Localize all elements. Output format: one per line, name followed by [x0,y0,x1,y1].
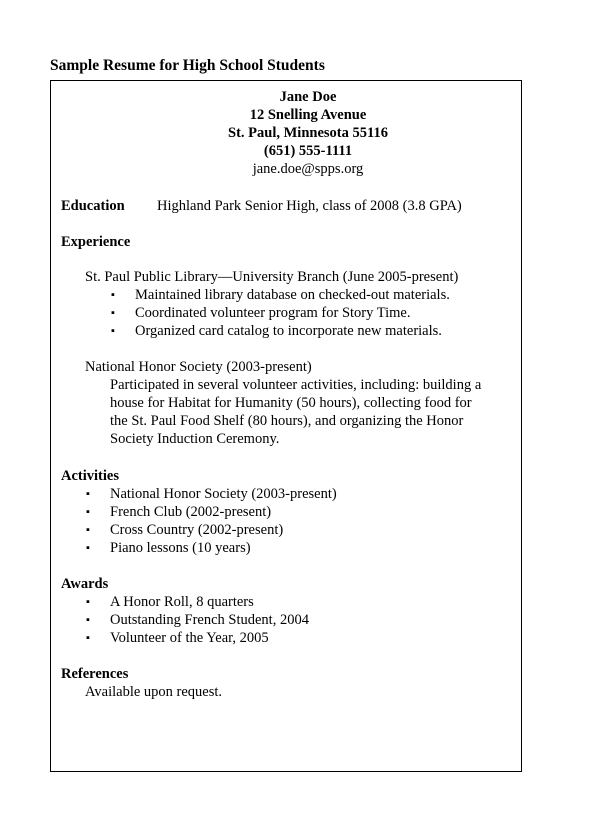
bullet-icon: ▪ [111,289,115,301]
bullet-icon: ▪ [86,632,90,644]
activities-heading: Activities [61,468,119,484]
bullet-icon: ▪ [86,596,90,608]
bullet-icon: ▪ [86,542,90,554]
references-heading: References [61,666,129,682]
contact-header [0,88,596,178]
education-heading: Education [61,198,125,214]
honor-society-description-line: the St. Paul Food Shelf (80 hours), and organizing the Honor [110,413,464,429]
education-text: Highland Park Senior High, class of 2008 (3.8 GPA) [157,198,462,214]
applicant-name: Jane Doe [279,89,337,105]
bullet-icon: ▪ [111,307,115,319]
bullet-icon: ▪ [86,614,90,626]
page-title: Sample Resume for High School Students [50,57,325,74]
job-title-honor-society: National Honor Society (2003-present) [85,359,312,375]
honor-society-description-line: house for Habitat for Humanity (50 hours), collecting food for [110,395,472,411]
city-state-zip: St. Paul, Minnesota 55116 [228,125,388,141]
experience-heading: Experience [61,234,131,250]
street-address: 12 Snelling Avenue [249,107,367,123]
references-text: Available upon request. [85,684,223,700]
bullet-icon: ▪ [86,524,90,536]
honor-society-description-line: Society Induction Ceremony. [110,431,280,447]
phone-number: (651) 555-1111 [263,143,353,159]
email-address: jane.doe@spps.org [252,161,364,177]
awards-heading: Awards [61,576,109,592]
bullet-icon: ▪ [86,506,90,518]
bullet-icon: ▪ [86,488,90,500]
bullet-icon: ▪ [111,325,115,337]
job-title-library: St. Paul Public Library—University Branch (June 2005-present) [85,269,459,285]
honor-society-description-line: Participated in several volunteer activities, including: building a [110,377,482,393]
